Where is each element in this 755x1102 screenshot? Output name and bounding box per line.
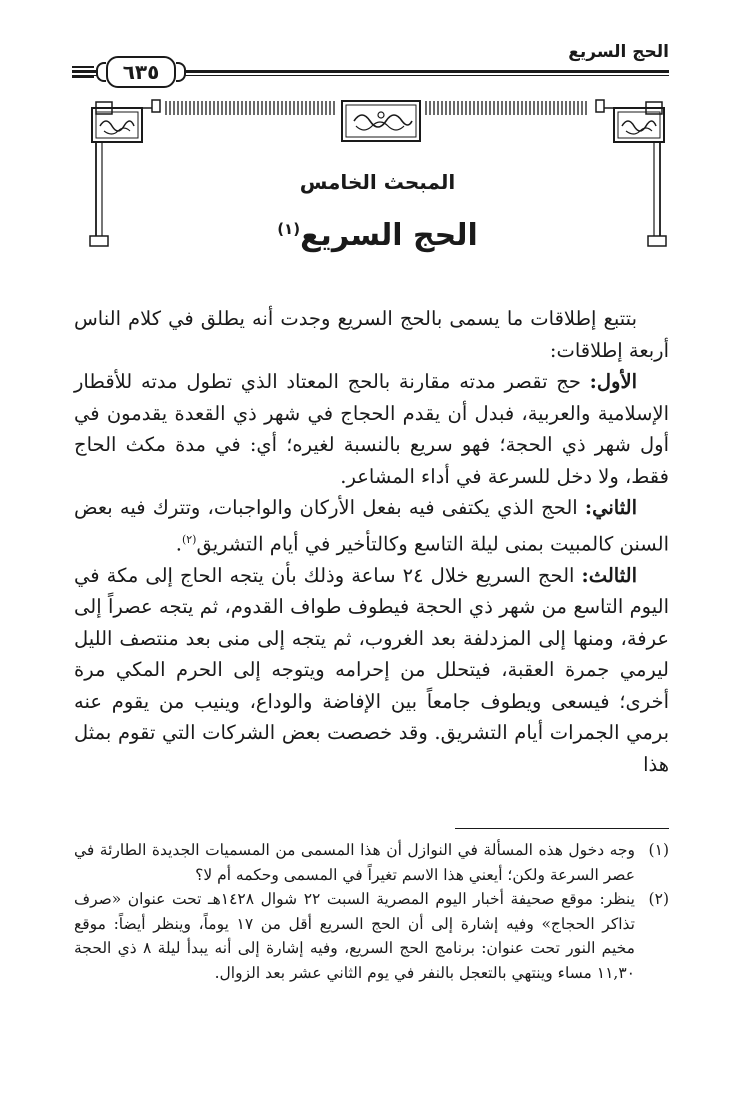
footnotes	[74, 838, 669, 985]
frame-top-band	[96, 100, 662, 141]
page-number: ٦٣٥	[106, 56, 176, 88]
paragraph-third	[74, 560, 669, 781]
paragraph-tail: .	[175, 532, 182, 555]
footnote-separator	[455, 828, 669, 829]
paragraph-lead: الأول:	[589, 370, 637, 393]
footnote-number: (١)	[648, 841, 669, 859]
footnote-text: ينظر: موقع صحيفة أخبار اليوم المصرية السبت ٢٢ شوال ١٤٢٨هـ تحت عنوان «صرف تذاكر الحجاج» وفيه إشارة إلى أن الحج السريع أقل من ١٧ يوماً، وينظر أيضاً: موقع مخيم النور تحت عنوان: برنامج الحج السريع، وفيه إشارة إلى أنه يبدأ ليلة ٨ ذي الحجة ١١,٣٠ مساء وينتهي بالتعجل بالنفر في يوم الثاني عشر بعد الزوال.	[74, 890, 635, 982]
running-title: الحج السريع	[568, 42, 669, 62]
paragraph-second	[74, 492, 669, 560]
chapter-title	[0, 218, 755, 253]
paragraph-text: بتتبع إطلاقات ما يسمى بالحج السريع وجدت أنه يطلق في كلام الناس أربعة إطلاقات:	[74, 307, 669, 362]
footnote-ref-1: (١)	[277, 220, 301, 238]
body-text	[74, 303, 669, 780]
footnote-text: وجه دخول هذه المسألة في النوازل أن هذا المسمى من المسميات الجديدة الطارئة في عصر السرعة ولكن؛ أيعني هذا الاسم تغيراً في المسمى وحكمه أم لا؟	[74, 841, 635, 884]
chapter-title-text: الحج السريع	[300, 218, 478, 253]
paragraph-text: الحج الذي يكتفى فيه بفعل الأركان والواجبات، وتترك فيه بعض السنن كالمبيت بمنى ليلة التاسع وكالتأخير في أيام التشريق	[74, 496, 669, 555]
paragraph-lead: الثالث:	[581, 563, 637, 587]
footnote-2	[74, 887, 669, 985]
section-label: المبحث الخامس	[299, 170, 456, 194]
footnote-number: (٢)	[648, 890, 669, 908]
paragraph-first	[74, 366, 669, 492]
paragraph-lead: الثاني:	[584, 496, 637, 519]
footnote-1	[74, 838, 669, 887]
paragraph-text: حج تقصر مدته مقارنة بالحج المعتاد الذي تطول مدته للأقطار الإسلامية والعربية، فبدل أن يقدم الحجاج في شهر ذي القعدة يقدمون في أول شهر ذي الحجة؛ فهو سريع بالنسبة لغيره؛ أي: في مدة مكث الحاج فقط، ولا دخل للسرعة في أداء المشاعر.	[74, 370, 669, 488]
footnote-ref-2: (٢)	[181, 532, 197, 546]
paragraph-intro	[74, 303, 669, 366]
paragraph-text: الحج السريع خلال ٢٤ ساعة وذلك بأن يتجه الحاج إلى مكة في اليوم التاسع من شهر ذي الحجة فيطوف طواف القدوم، ثم يتجه عصراً إلى عرفة، ومنها إلى المزدلفة بعد الغروب، ثم يتجه إلى منى بعد منتصف الليل ليرمي جمرة العقبة، فيتحلل من إحرامه ويتوجه إلى الحرم المكي مرة أخرى؛ فيسعى ويطوف جامعاً بين الإفاضة والوداع، وينيب من يقوم عنه برمي الجمرات أيام التشريق. وقد خصصت بعض الشركات التي تقوم بمثل هذا	[74, 563, 669, 776]
